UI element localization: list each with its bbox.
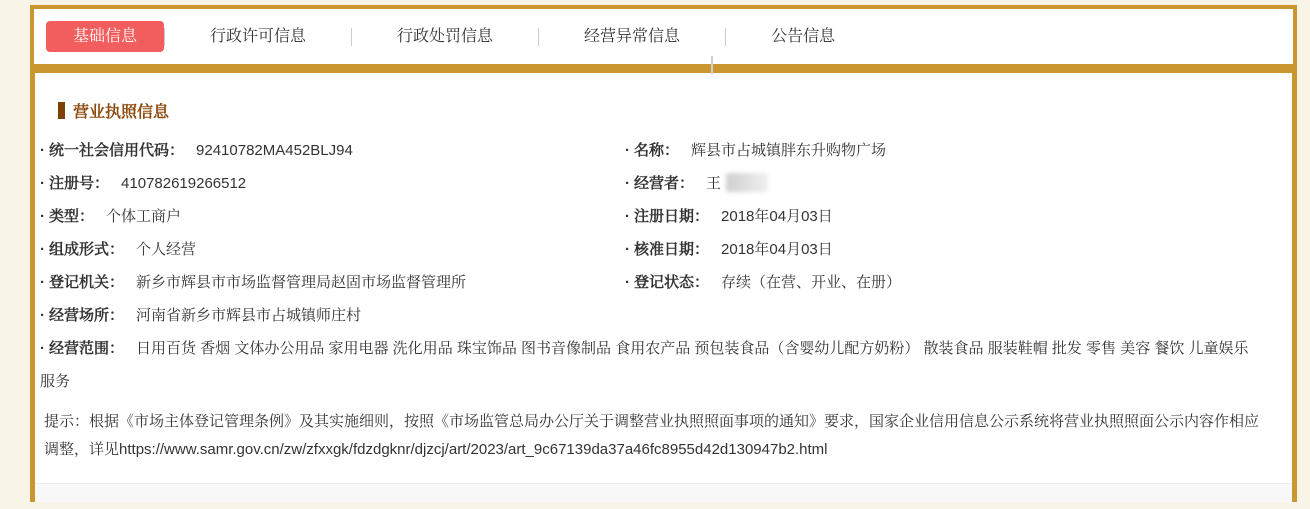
panel-content	[35, 73, 1292, 483]
field-row	[625, 200, 1264, 233]
field-label: 类型：	[49, 208, 95, 225]
empty-cell	[625, 299, 1264, 332]
field-row	[625, 167, 1264, 200]
field-row	[625, 266, 1264, 299]
field-value: 2018年04月03日	[721, 241, 833, 258]
field-label: 经营场所：	[49, 307, 125, 324]
notice-url: https://www.samr.gov.cn/zw/zfxxgk/fdzdgknr/djzcj/art/2023/art_9c67139da37a46fc8955d42d130947b2.html	[119, 441, 828, 458]
section-title-bar-icon	[58, 102, 65, 119]
stray-line-artifact	[711, 56, 713, 74]
section-title	[58, 99, 1264, 122]
bullet-icon: ·	[40, 208, 45, 225]
footer-strip	[35, 483, 1292, 502]
field-value: 2018年04月03日	[721, 208, 833, 225]
tab-label: 公告信息	[771, 28, 836, 45]
bullet-icon: ·	[40, 241, 45, 258]
field-row	[40, 233, 625, 266]
main-panel	[30, 68, 1297, 502]
field-label: 注册号：	[49, 175, 110, 192]
bullet-icon: ·	[625, 175, 630, 192]
field-label: 登记机关：	[49, 274, 125, 291]
bullet-icon: ·	[40, 340, 45, 357]
field-value: 新乡市辉县市市场监督管理局赵固市场监督管理所	[136, 274, 467, 291]
bullet-icon: ·	[625, 208, 630, 225]
field-label: 名称：	[634, 142, 680, 159]
field-value: 王	[706, 175, 722, 192]
tab-5[interactable]	[726, 21, 880, 52]
bullet-icon: ·	[40, 274, 45, 291]
bullet-icon: ·	[40, 175, 45, 192]
field-value: 个人经营	[136, 241, 197, 258]
field-label: 登记状态：	[634, 274, 710, 291]
tab-label: 基础信息	[73, 28, 138, 45]
field-label: 核准日期：	[634, 241, 710, 258]
bullet-icon: ·	[625, 241, 630, 258]
field-value: 个体工商户	[106, 208, 182, 225]
tab-3[interactable]	[352, 21, 538, 52]
field-row	[40, 266, 625, 299]
tab-2[interactable]	[165, 21, 351, 52]
field-value: 410782619266512	[121, 175, 247, 192]
field-grid	[40, 134, 1264, 332]
field-value: 河南省新乡市辉县市占城镇师庄村	[136, 307, 362, 324]
field-row	[40, 299, 625, 332]
field-value: 辉县市占城镇胖东升购物广场	[691, 142, 887, 159]
field-label: 经营范围：	[49, 340, 125, 357]
business-scope-row	[40, 332, 1264, 398]
field-label: 组成形式：	[49, 241, 125, 258]
field-value: 92410782MA452BLJ94	[196, 142, 353, 159]
notice-paragraph	[44, 408, 1264, 464]
bullet-icon: ·	[40, 307, 45, 324]
section-title-text: 营业执照信息	[73, 104, 170, 121]
tab-4[interactable]	[539, 21, 725, 52]
field-label: 统一社会信用代码：	[49, 142, 185, 159]
tab-label: 经营异常信息	[584, 28, 681, 45]
tab-label: 行政许可信息	[210, 28, 307, 45]
field-row	[40, 200, 625, 233]
field-label: 经营者：	[634, 175, 695, 192]
tab-1[interactable]	[46, 21, 164, 52]
redacted-name-blur	[726, 173, 768, 192]
field-value: 日用百货 香烟 文体办公用品 家用电器 洗化用品 珠宝饰品 图书音像制品 食用农产品 预包装食品（含婴幼儿配方奶粉） 散装食品 服装鞋帽 批发 零售 美容 餐饮 儿童娱乐 服务	[40, 340, 1249, 390]
tab-label: 行政处罚信息	[397, 28, 494, 45]
bullet-icon: ·	[40, 142, 45, 159]
bullet-icon: ·	[625, 142, 630, 159]
field-row	[625, 134, 1264, 167]
field-value: 存续（在营、开业、在册）	[721, 274, 902, 291]
field-row	[40, 167, 625, 200]
field-row	[625, 233, 1264, 266]
bullet-icon: ·	[625, 274, 630, 291]
notice-text: 提示：根据《市场主体登记管理条例》及其实施细则，按照《市场监管总局办公厅关于调整营业执照照面事项的通知》要求，国家企业信用信息公示系统将营业执照照面公示内容作相应调整，详见	[44, 413, 1260, 458]
tab-bar	[30, 5, 1297, 68]
field-row	[40, 134, 625, 167]
field-label: 注册日期：	[634, 208, 710, 225]
